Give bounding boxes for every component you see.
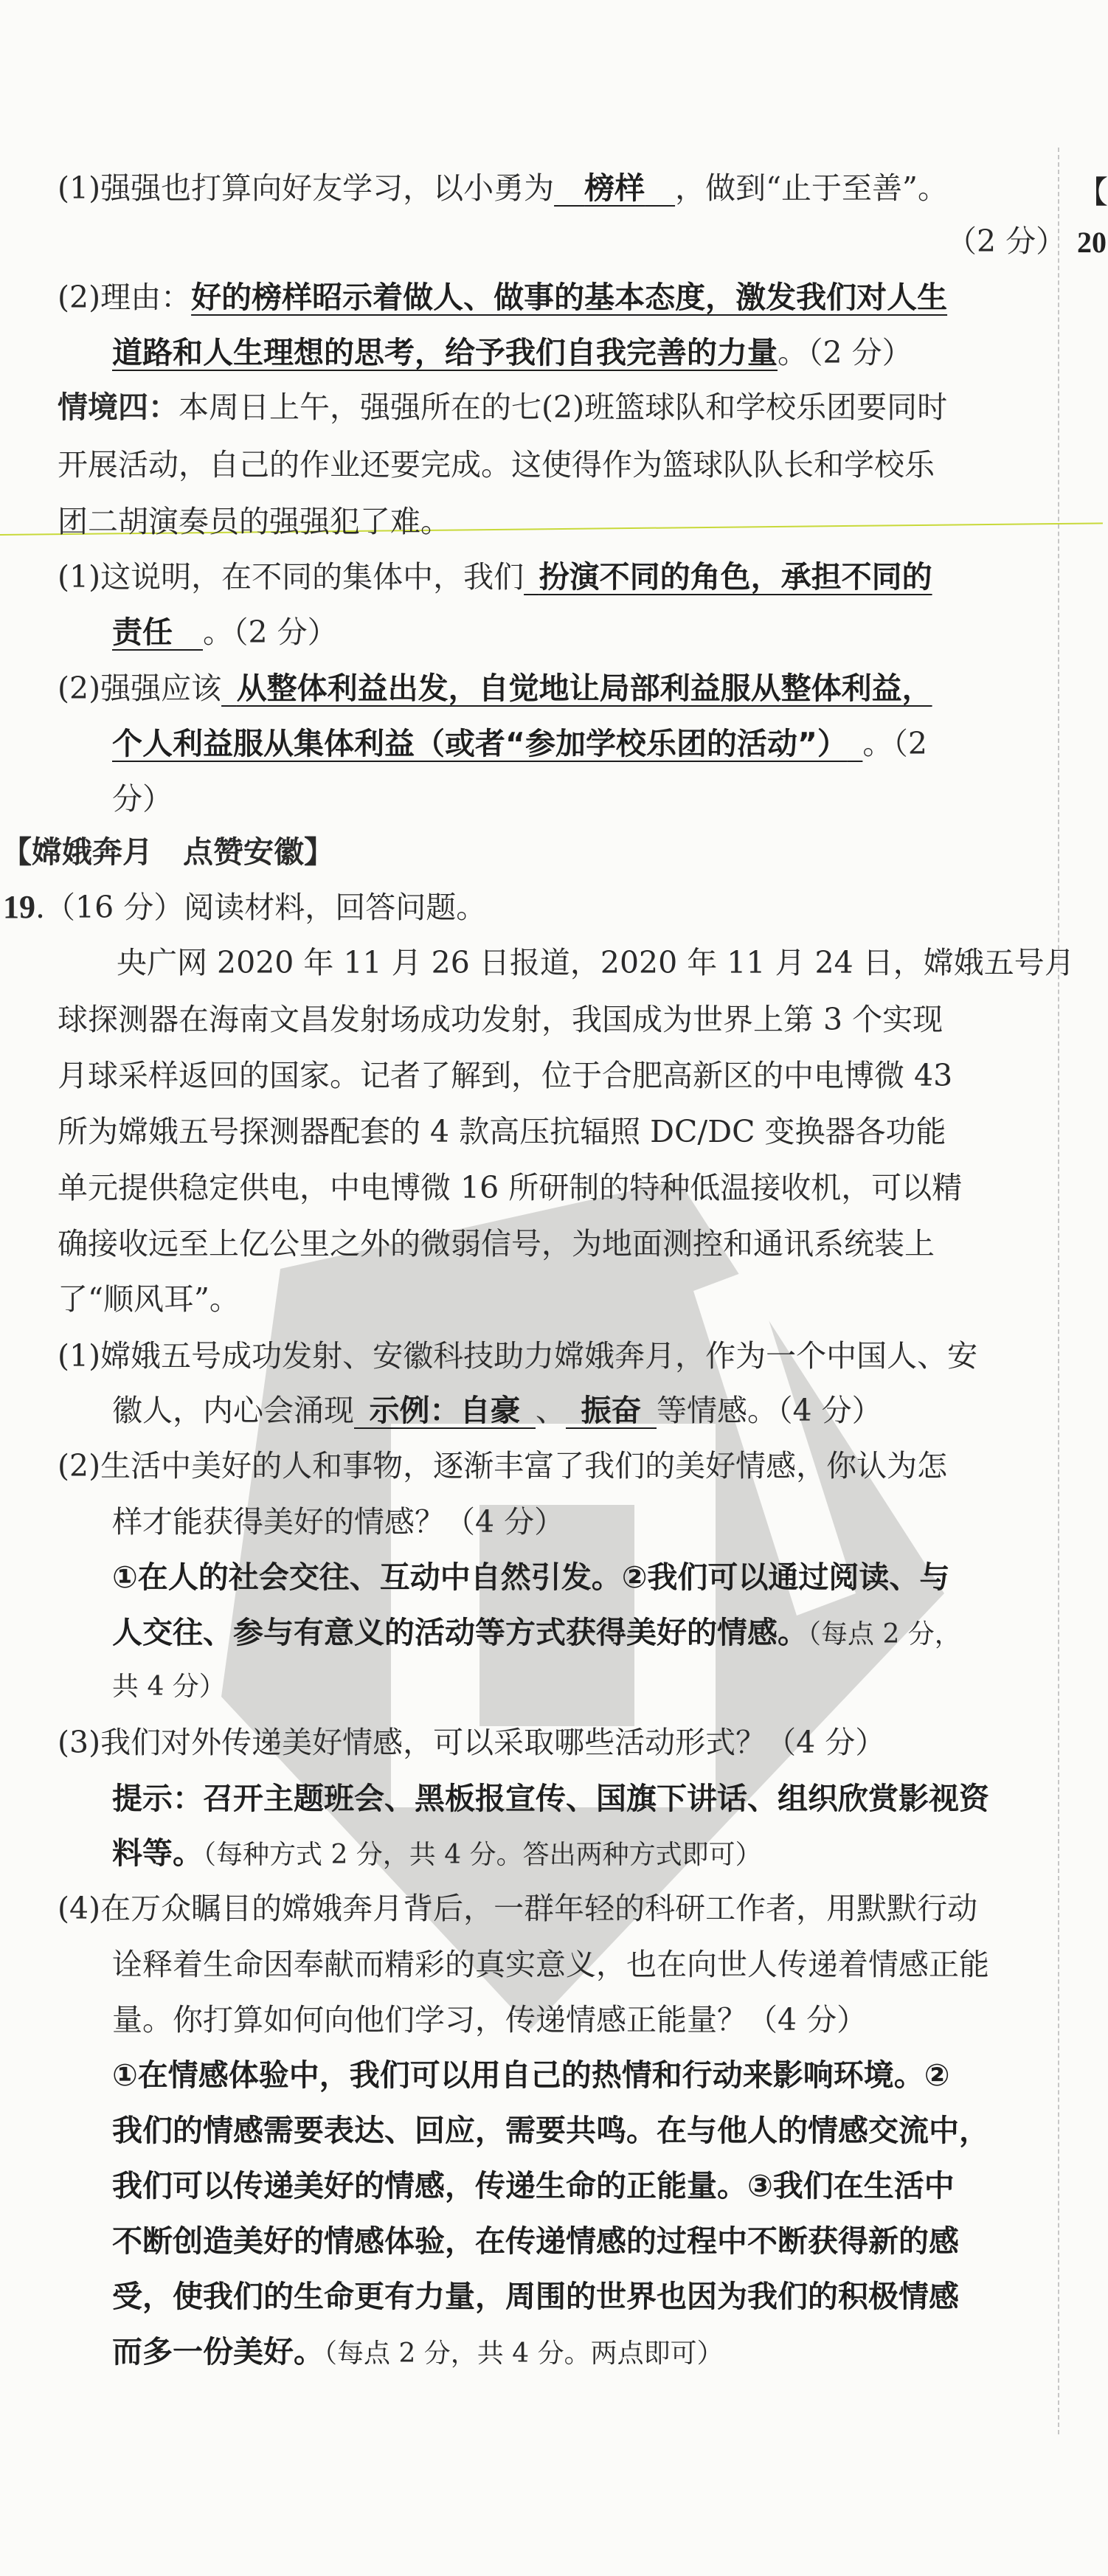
q19-part4-line3: 量。你打算如何向他们学习，传递情感正能量？（4 分） [112,2002,868,2037]
next-page-bracket: 【 [1077,176,1108,210]
answer-overall-interest-1: 从整体利益出发，自觉地让局部利益服从整体利益， [236,671,932,706]
scenario4-part1-line1: (1)这说明，在不同的集体中，我们 扮演不同的角色，承担不同的 [58,559,932,595]
q18-scenario3-part1: (1)强强也打算向好友学习，以小勇为 榜样 ，做到“止于至善”。 [58,170,948,206]
scenario4-line1: 情境四：本周日上午，强强所在的七(2)班篮球队和学校乐团要同时 [58,389,948,425]
q19-part4-answer-line4: 不断创造美好的情感体验，在传递情感的过程中不断获得新的感 [112,2223,959,2259]
scenario4-part1-line2: 责任 。（2 分） [112,614,338,650]
q19-material-line7: 了“顺风耳”。 [58,1281,240,1317]
q19-part4-answer-line5: 受，使我们的生命更有力量，周围的世界也因为我们的积极情感 [112,2279,959,2314]
q19-material-line4: 所为嫦娥五号探测器配套的 4 款高压抗辐照 DC/DC 变换器各功能 [58,1114,946,1149]
answer-excited: 振奋 [581,1393,642,1428]
q19-material-line3: 月球采样返回的国家。记者了解到，位于合肥高新区的中电博微 43 [58,1058,953,1093]
scenario4-label: 情境四： [58,389,179,425]
q19-part1-line1: (1)嫦娥五号成功发射、安徽科技助力嫦娥奔月，作为一个中国人、安 [58,1338,978,1374]
q19-part4-line2: 诠释着生命因奉献而精彩的真实意义，也在向世人传递着情感正能 [112,1947,989,1982]
q19-part2-answer-line1: ①在人的社会交往、互动中自然引发。②我们可以通过阅读、与 [112,1559,950,1595]
answer-responsibility: 责任 [112,614,173,650]
q19-part1-line2: 徽人，内心会涌现 示例：自豪 、 振奋 等情感。（4 分） [112,1393,882,1428]
q19-material-line5: 单元提供稳定供电，中电博微 16 所研制的特种低温接收机，可以精 [58,1170,963,1205]
q18-reason-line1: (2)理由：好的榜样昭示着做人、做事的基本态度，激发我们对人生 [58,280,948,315]
answer-roles: 扮演不同的角色，承担不同的 [539,559,932,595]
page-fold-dashed-line [1058,148,1059,2434]
q19-part2-line1: (2)生活中美好的人和事物，逐渐丰富了我们的美好情感，你认为怎 [58,1448,948,1483]
q19-part2-answer-note: 共 4 分） [112,1672,226,1702]
section-header: 【嫦娥奔月 点赞安徽】 [1,834,334,870]
scenario4-part2-score: 分） [112,781,173,817]
answer-reason-1: 好的榜样昭示着做人、做事的基本态度，激发我们对人生 [191,280,948,315]
scenario4-line2: 开展活动，自己的作业还要完成。这使得作为篮球队队长和学校乐 [58,447,935,482]
q18-reason-line2: 道路和人生理想的思考，给予我们自我完善的力量。（2 分） [112,335,913,370]
answer-overall-interest-2: 个人利益服从集体利益（或者“参加学校乐团的活动”） [112,726,848,761]
q19-part3-answer-line1: 提示：召开主题班会、黑板报宣传、国旗下讲话、组织欣赏影视资 [112,1781,989,1816]
q19-material-line1: 央广网 2020 年 11 月 26 日报道，2020 年 11 月 24 日，嫦娥五号月 [117,945,1075,980]
next-page-question-number: 20 [1077,226,1107,259]
q19-number: 19 [3,889,35,925]
scenario4-part2-line2: 个人利益服从集体利益（或者“参加学校乐团的活动”） 。（2 [112,726,927,761]
q19-part4-answer-line3: 我们可以传递美好的情感，传递生命的正能量。③我们在生活中 [112,2168,955,2203]
answer-role-model: 榜样 [584,170,645,206]
answer-reason-2: 道路和人生理想的思考，给予我们自我完善的力量 [112,335,778,370]
q19-part4-answer-line6: 而多一份美好。（每点 2 分，共 4 分。两点即可） [112,2334,724,2369]
q19-part4-line1: (4)在万众瞩目的嫦娥奔月背后，一群年轻的科研工作者，用默默行动 [58,1891,978,1926]
q19-part2-answer-line2: 人交往、参与有意义的活动等方式获得美好的情感。（每点 2 分， [112,1615,961,1650]
q18-part1-score: （2 分） [946,224,1067,259]
scenario4-line3: 团二胡演奏员的强强犯了难。 [58,504,451,539]
q19-part4-answer-line1: ①在情感体验中，我们可以用自己的热情和行动来影响环境。② [112,2057,950,2093]
q19-part3-answer-line2: 料等。（每种方式 2 分，共 4 分。答出两种方式即可） [112,1835,762,1871]
q19-part4-answer-line2: 我们的情感需要表达、回应，需要共鸣。在与他人的情感交流中， [112,2113,989,2148]
q19-material-line2: 球探测器在海南文昌发射场成功发射，我国成为世界上第 3 个实现 [58,1002,943,1037]
q19-stem: 19.（16 分）阅读材料，回答问题。 [3,889,487,925]
answer-proud: 示例：自豪 [369,1393,521,1428]
q19-part3-line1: (3)我们对外传递美好情感，可以采取哪些活动形式？（4 分） [58,1725,886,1760]
scenario4-part2-line1: (2)强强应该 从整体利益出发，自觉地让局部利益服从整体利益， [58,671,932,706]
q19-material-line6: 确接收远至上亿公里之外的微弱信号，为地面测控和通讯系统装上 [58,1226,935,1261]
q19-part2-line2: 样才能获得美好的情感？（4 分） [112,1504,565,1540]
